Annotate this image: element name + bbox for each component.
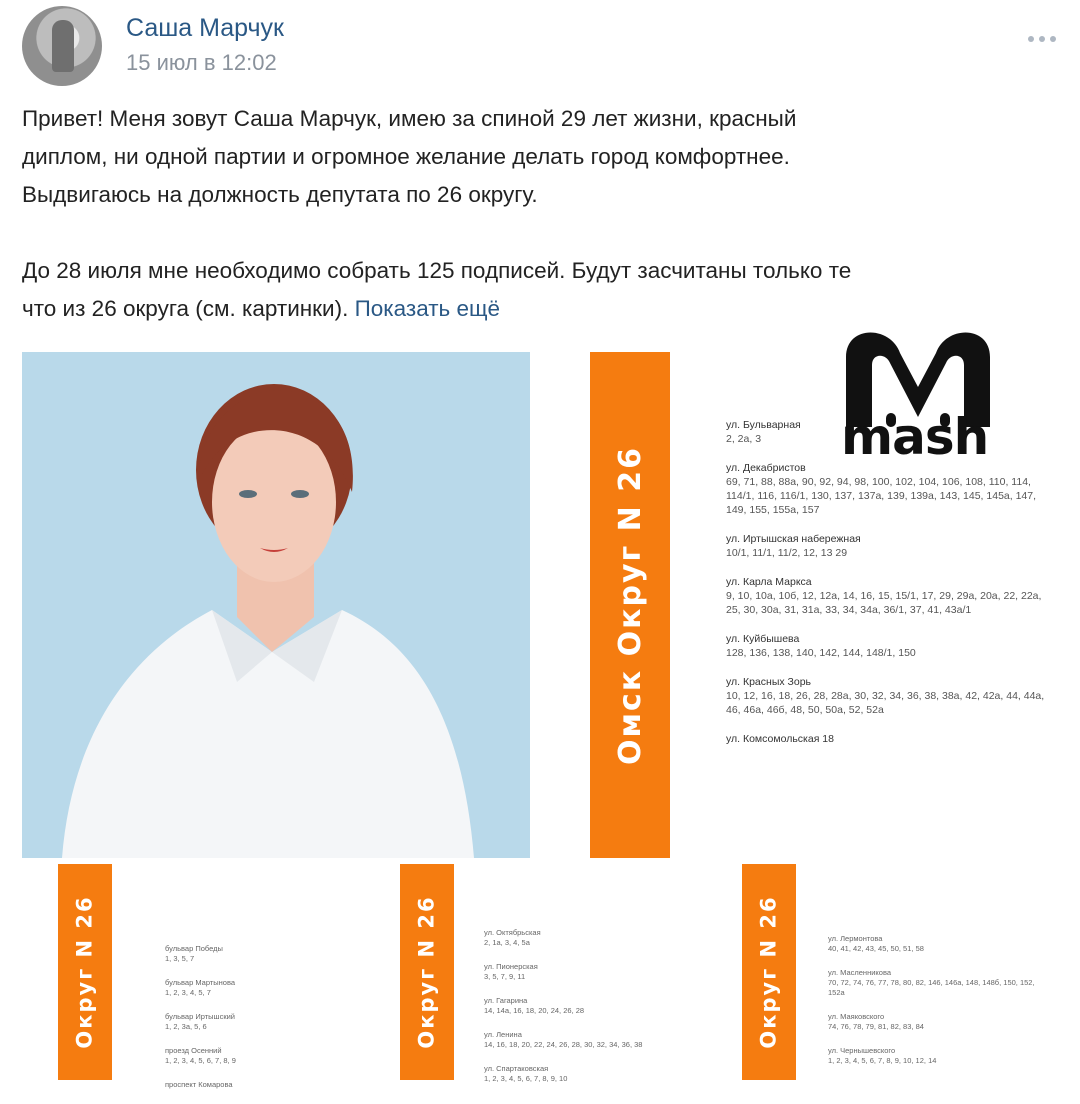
- district-band-thumb-3[interactable]: [742, 864, 796, 1080]
- mash-logo-text: mash: [841, 408, 989, 466]
- district-band-label: Округ N 26: [415, 895, 439, 1049]
- author-name[interactable]: Саша Марчук: [126, 14, 284, 42]
- street-name: бульвар Победы: [165, 944, 223, 953]
- post-header: [22, 6, 1062, 86]
- list-item: [165, 978, 365, 998]
- street-item: [726, 632, 1046, 660]
- street-name: ул. Лермонтова: [828, 934, 883, 943]
- street-numbers: 128, 136, 138, 140, 142, 144, 148/1, 150: [726, 647, 916, 659]
- street-item: [726, 732, 1046, 746]
- list-item: [484, 1064, 704, 1084]
- list-item: [165, 944, 365, 964]
- list-item: [828, 1012, 1048, 1032]
- district-band-label: Округ N 26: [757, 895, 781, 1049]
- street-numbers: 1, 3, 5, 7: [165, 954, 195, 963]
- list-item: [484, 928, 704, 948]
- street-name: ул. Маяковского: [828, 1012, 885, 1021]
- street-name: ул. Декабристов: [726, 462, 806, 474]
- street-numbers: 70, 72, 74, 76, 77, 78, 80, 82, 146, 146а, 148, 148б, 150, 152, 152а: [828, 978, 1035, 997]
- street-numbers: 74, 76, 78, 79, 81, 82, 83, 84: [828, 1022, 924, 1031]
- district-band-thumb-1[interactable]: [58, 864, 112, 1080]
- street-item: [726, 532, 1046, 560]
- list-item: [828, 934, 1048, 954]
- street-numbers: 1, 2, 3, 4, 5, 7: [165, 988, 211, 997]
- district-band-main-label: Омск Округ N 26: [612, 445, 648, 765]
- show-more-link[interactable]: Показать ещё: [354, 296, 501, 321]
- list-item: [165, 1080, 365, 1090]
- street-numbers: 69, 71, 88, 88а, 90, 92, 94, 98, 100, 102, 104, 106, 108, 110, 114, 114/1, 116, 116/1, 130, 137, 137а, 139, 139а, 143, 145, 145а, 147, 149, 155, 155а, 157: [726, 476, 1037, 516]
- list-item: [828, 968, 1048, 998]
- street-name: ул. Масленникова: [828, 968, 892, 977]
- street-name: ул. Комсомольская 18: [726, 733, 834, 745]
- street-name: ул. Спартаковская: [484, 1064, 549, 1073]
- avatar[interactable]: [22, 6, 102, 86]
- street-numbers: 1, 2, 3, 4, 5, 6, 7, 8, 9, 10: [484, 1074, 568, 1083]
- list-item: [484, 1030, 704, 1050]
- street-name: проспект Комарова: [165, 1080, 233, 1089]
- street-numbers: 9, 10, 10а, 10б, 12, 12а, 14, 16, 15, 15/1, 17, 29, 29а, 20а, 22, 22а, 25, 30, 30а, 31, 31а, 33, 34, 34а, 36/1, 37, 41, 43а/1: [726, 590, 1042, 616]
- street-name: ул. Чернышевского: [828, 1046, 896, 1055]
- street-list: [726, 418, 1046, 761]
- street-numbers: 1, 2, 3а, 5, 6: [165, 1022, 207, 1031]
- more-options-icon[interactable]: [1024, 32, 1060, 46]
- post-paragraph-2-text: До 28 июля мне необходимо собрать 125 подписей. Будут засчитаны только те что из 26 округа (см. картинки).: [22, 258, 852, 321]
- list-item: [828, 1046, 1048, 1066]
- thumb-street-list-3: [828, 934, 1048, 1080]
- district-band-thumb-2[interactable]: [400, 864, 454, 1080]
- street-numbers: 40, 41, 42, 43, 45, 50, 51, 58: [828, 944, 924, 953]
- street-numbers: 1, 2, 3, 4, 5, 6, 7, 8, 9: [165, 1056, 236, 1065]
- street-numbers: 2, 2а, 3: [726, 433, 762, 445]
- street-numbers: 1, 2, 3, 4, 5, 6, 7, 8, 9, 10, 12, 14: [828, 1056, 937, 1065]
- post-date[interactable]: 15 июл в 12:02: [126, 50, 277, 75]
- candidate-photo[interactable]: [22, 352, 530, 858]
- list-item: [165, 1046, 365, 1066]
- street-name: ул. Бульварная: [726, 419, 801, 431]
- street-numbers: 3, 5, 7, 9, 11: [484, 972, 526, 981]
- candidate-portrait: [22, 352, 530, 858]
- thumb-street-list-1: [165, 944, 365, 1104]
- street-numbers: 14, 16, 18, 20, 22, 24, 26, 28, 30, 32, 34, 36, 38: [484, 1040, 643, 1049]
- street-name: ул. Пионерская: [484, 962, 538, 971]
- street-item: [726, 675, 1046, 717]
- street-numbers: 14, 14а, 16, 18, 20, 24, 26, 28: [484, 1006, 585, 1015]
- list-item: [484, 962, 704, 982]
- street-name: ул. Гагарина: [484, 996, 528, 1005]
- street-name: ул. Куйбышева: [726, 633, 800, 645]
- street-name: ул. Красных Зорь: [726, 676, 812, 688]
- post-paragraph-1: Привет! Меня зовут Саша Марчук, имею за спиной 29 лет жизни, красный диплом, ни одной партии и огромное желание делать город комфортнее. Выдвигаюсь на должность депутата по 26 округу.: [22, 106, 797, 207]
- street-numbers: 10, 12, 16, 18, 26, 28, 28а, 30, 32, 34, 36, 38, 38а, 42, 42а, 44, 44а, 46, 46а, 46б, 48, 50, 50а, 52, 52а: [726, 690, 1045, 716]
- street-item: [726, 461, 1046, 517]
- district-band-label: Округ N 26: [73, 895, 97, 1049]
- street-name: проезд Осенний: [165, 1046, 222, 1055]
- list-item: [484, 996, 704, 1016]
- street-name: ул. Карла Маркса: [726, 576, 812, 588]
- street-name: ул. Иртышская набережная: [726, 533, 861, 545]
- street-name: ул. Октябрьская: [484, 928, 541, 937]
- street-name: бульвар Иртышский: [165, 1012, 235, 1021]
- street-name: ул. Ленина: [484, 1030, 522, 1039]
- street-numbers: 10/1, 11/1, 11/2, 12, 13 29: [726, 547, 848, 559]
- street-item: [726, 575, 1046, 617]
- district-band-main: [590, 352, 670, 858]
- street-name: бульвар Мартынова: [165, 978, 236, 987]
- street-numbers: 2, 1а, 3, 4, 5а: [484, 938, 530, 947]
- list-item: [165, 1012, 365, 1032]
- thumb-street-list-2: [484, 928, 704, 1098]
